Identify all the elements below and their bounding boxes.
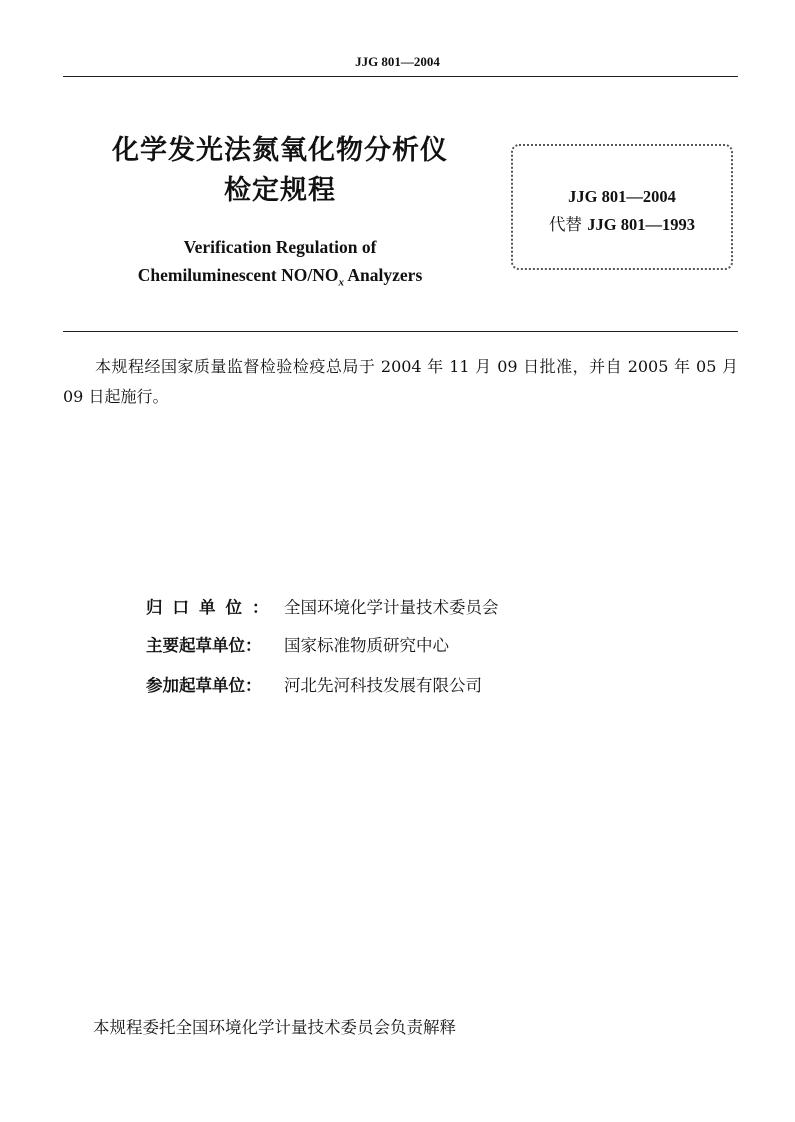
header-rule [63, 76, 738, 77]
org-label: 主要起草单位： [146, 636, 262, 655]
title-english-line-2 [70, 260, 490, 298]
approval-statement: 本规程经国家质量监督检验检疫总局于 2004 年 11 月 09 日批准，并自 2005 年 05 月 09 日起施行。 [63, 357, 738, 406]
title-english-prefix: Chemiluminescent NO/NO [137, 265, 339, 285]
title-english-subscript: x [338, 276, 344, 289]
org-value: 全国环境化学计量技术委员会 [284, 598, 499, 617]
title-chinese-line-1: 化学发光法氮氧化物分析仪 [112, 135, 448, 166]
org-value: 河北先河科技发展有限公司 [284, 676, 482, 695]
org-row-responsible [146, 596, 499, 620]
standard-code [511, 184, 733, 210]
org-value: 国家标准物质研究中心 [284, 636, 449, 655]
section-rule [63, 331, 738, 332]
org-row-participating-drafter [146, 674, 482, 698]
standard-code-value: JJG 801—2004 [568, 187, 676, 206]
replaces-code: JJG 801—1993 [587, 215, 695, 234]
replaces-label: 代替 [549, 215, 583, 234]
running-head: JJG 801—2004 [355, 54, 440, 69]
replaces-standard [511, 212, 733, 238]
title-english-suffix: Analyzers [344, 265, 423, 285]
org-row-main-drafter [146, 634, 449, 658]
title-english-line-1: Verification Regulation of [183, 237, 377, 257]
org-label: 归口单位： [146, 598, 279, 617]
org-label: 参加起草单位： [146, 676, 262, 695]
title-chinese-line-2: 检定规程 [224, 175, 336, 206]
interpretation-note: 本规程委托全国环境化学计量技术委员会负责解释 [93, 1018, 456, 1037]
